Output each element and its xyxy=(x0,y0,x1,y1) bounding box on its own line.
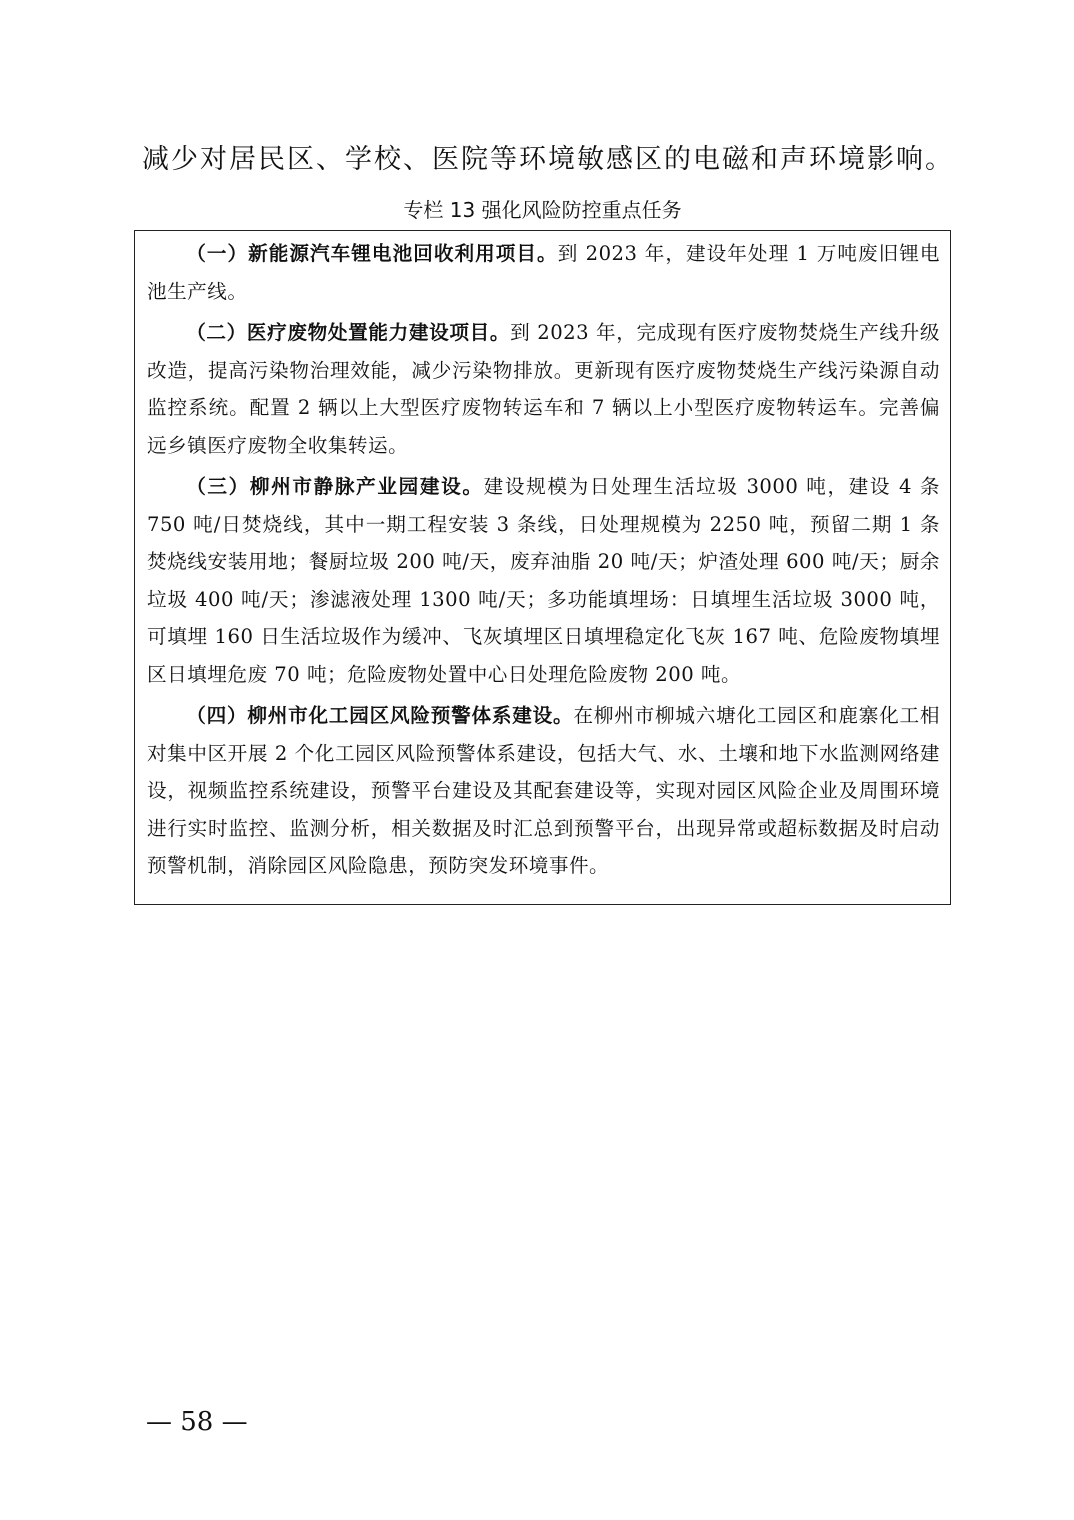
task-item-label: （一）新能源汽车锂电池回收利用项目。 xyxy=(186,242,558,265)
task-item-1 xyxy=(147,235,940,310)
task-item-3 xyxy=(147,468,940,693)
task-item-text: 到 2023 年，建设年处理 1 万吨废旧锂电池生产线。 xyxy=(147,242,941,303)
task-item-text: 建设规模为日处理生活垃圾 3000 吨，建设 4 条 750 吨/日焚烧线，其中一期工程安装 3 条线，日处理规模为 2250 吨，预留二期 1 条焚烧线安装用地；餐厨垃圾 200 吨/天，废弃油脂 20 吨/天；炉渣处理 600 吨/天；厨余垃圾 400 吨/天；渗滤液处理 1300 吨/天；多功能填埋场：日填埋生活垃圾 3000 吨，可填埋 160 日生活垃圾作为缓冲、飞灰填埋区日填埋稳定化飞灰 167 吨、危险废物填埋区日填埋危废 70 吨；危险废物处置中心日处理危险废物 200 吨。 xyxy=(147,475,940,686)
task-item-label: （二）医疗废物处置能力建设项目。 xyxy=(186,321,511,344)
task-item-text: 到 2023 年，完成现有医疗废物焚烧生产线升级改造，提高污染物治理效能，减少污染物排放。更新现有医疗废物焚烧生产线污染源自动监控系统。配置 2 辆以上大型医疗废物转运车和 7 辆以上小型医疗废物转运车。完善偏远乡镇医疗废物全收集转运。 xyxy=(147,321,940,457)
task-box xyxy=(134,230,951,905)
task-item-label: （四）柳州市化工园区风险预警体系建设。 xyxy=(186,704,574,727)
task-item-label: （三）柳州市静脉产业园建设。 xyxy=(186,475,484,498)
task-item-4 xyxy=(147,697,940,885)
lead-paragraph: 减少对居民区、学校、医院等环境敏感区的电磁和声环境影响。 xyxy=(142,144,954,175)
page-number: — 58 — xyxy=(146,1407,248,1437)
box-title: 专栏 13 强化风险防控重点任务 xyxy=(403,198,682,222)
task-item-text: 在柳州市柳城六塘化工园区和鹿寨化工相对集中区开展 2 个化工园区风险预警体系建设，包括大气、水、土壤和地下水监测网络建设，视频监控系统建设，预警平台建设及其配套建设等，实现对园区风险企业及周围环境进行实时监控、监测分析，相关数据及时汇总到预警平台，出现异常或超标数据及时启动预警机制，消除园区风险隐患，预防突发环境事件。 xyxy=(147,704,941,877)
task-item-2 xyxy=(147,314,940,464)
